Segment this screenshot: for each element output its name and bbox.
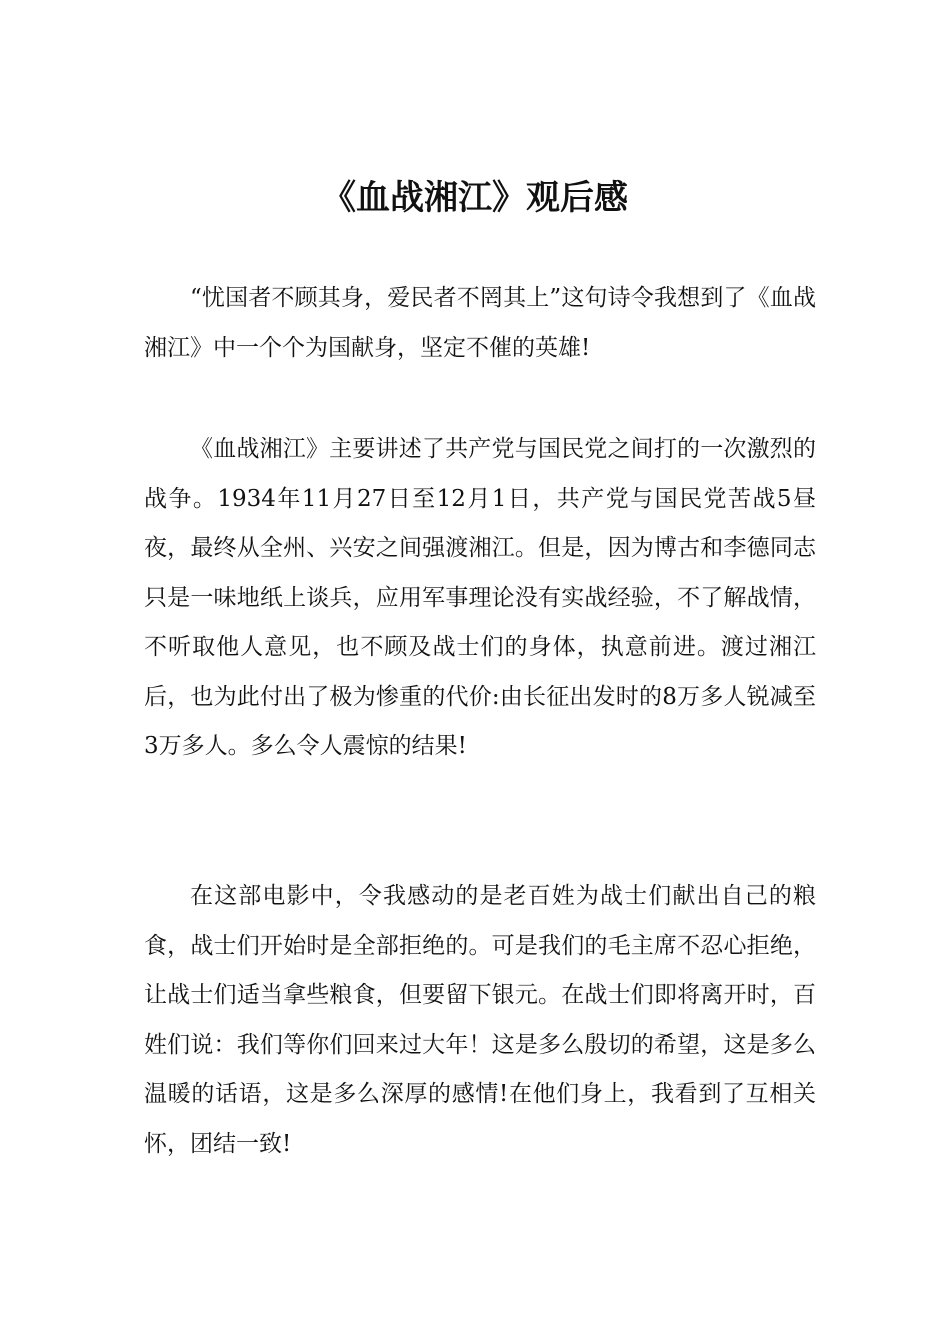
paragraph-intro: “忧国者不顾其身，爱民者不罔其上”这句诗令我想到了《血战湘江》中一个个为国献身，坚定不催的英雄! xyxy=(144,285,816,361)
paragraph-battle-summary: 《血战湘江》主要讲述了共产党与国民党之间打的一次激烈的战争。1934年11月27日至12月1日，共产党与国民党苦战5昼夜，最终从全州、兴安之间强渡湘江。但是，因为博古和李德同志只是一味地纸上谈兵，应用军事理论没有实战经验，不了解战情，不听取他人意见，也不顾及战士们的身体，执意前进。渡过湘江后，也为此付出了极为惨重的代价:由长征出发时的8万多人锐减至3万多人。多么令人震惊的结果! xyxy=(144,436,816,759)
document-title: 《血战湘江》观后感 xyxy=(322,178,628,218)
paragraph-reflection: 在这部电影中，令我感动的是老百姓为战士们献出自己的粮食，战士们开始时是全部拒绝的。可是我们的毛主席不忍心拒绝，让战士们适当拿些粮食，但要留下银元。在战士们即将离开时，百姓们说：我们等你们回来过大年！这是多么殷切的希望，这是多么温暖的话语，这是多么深厚的感情!在他们身上，我看到了互相关怀，团结一致! xyxy=(144,883,816,1157)
